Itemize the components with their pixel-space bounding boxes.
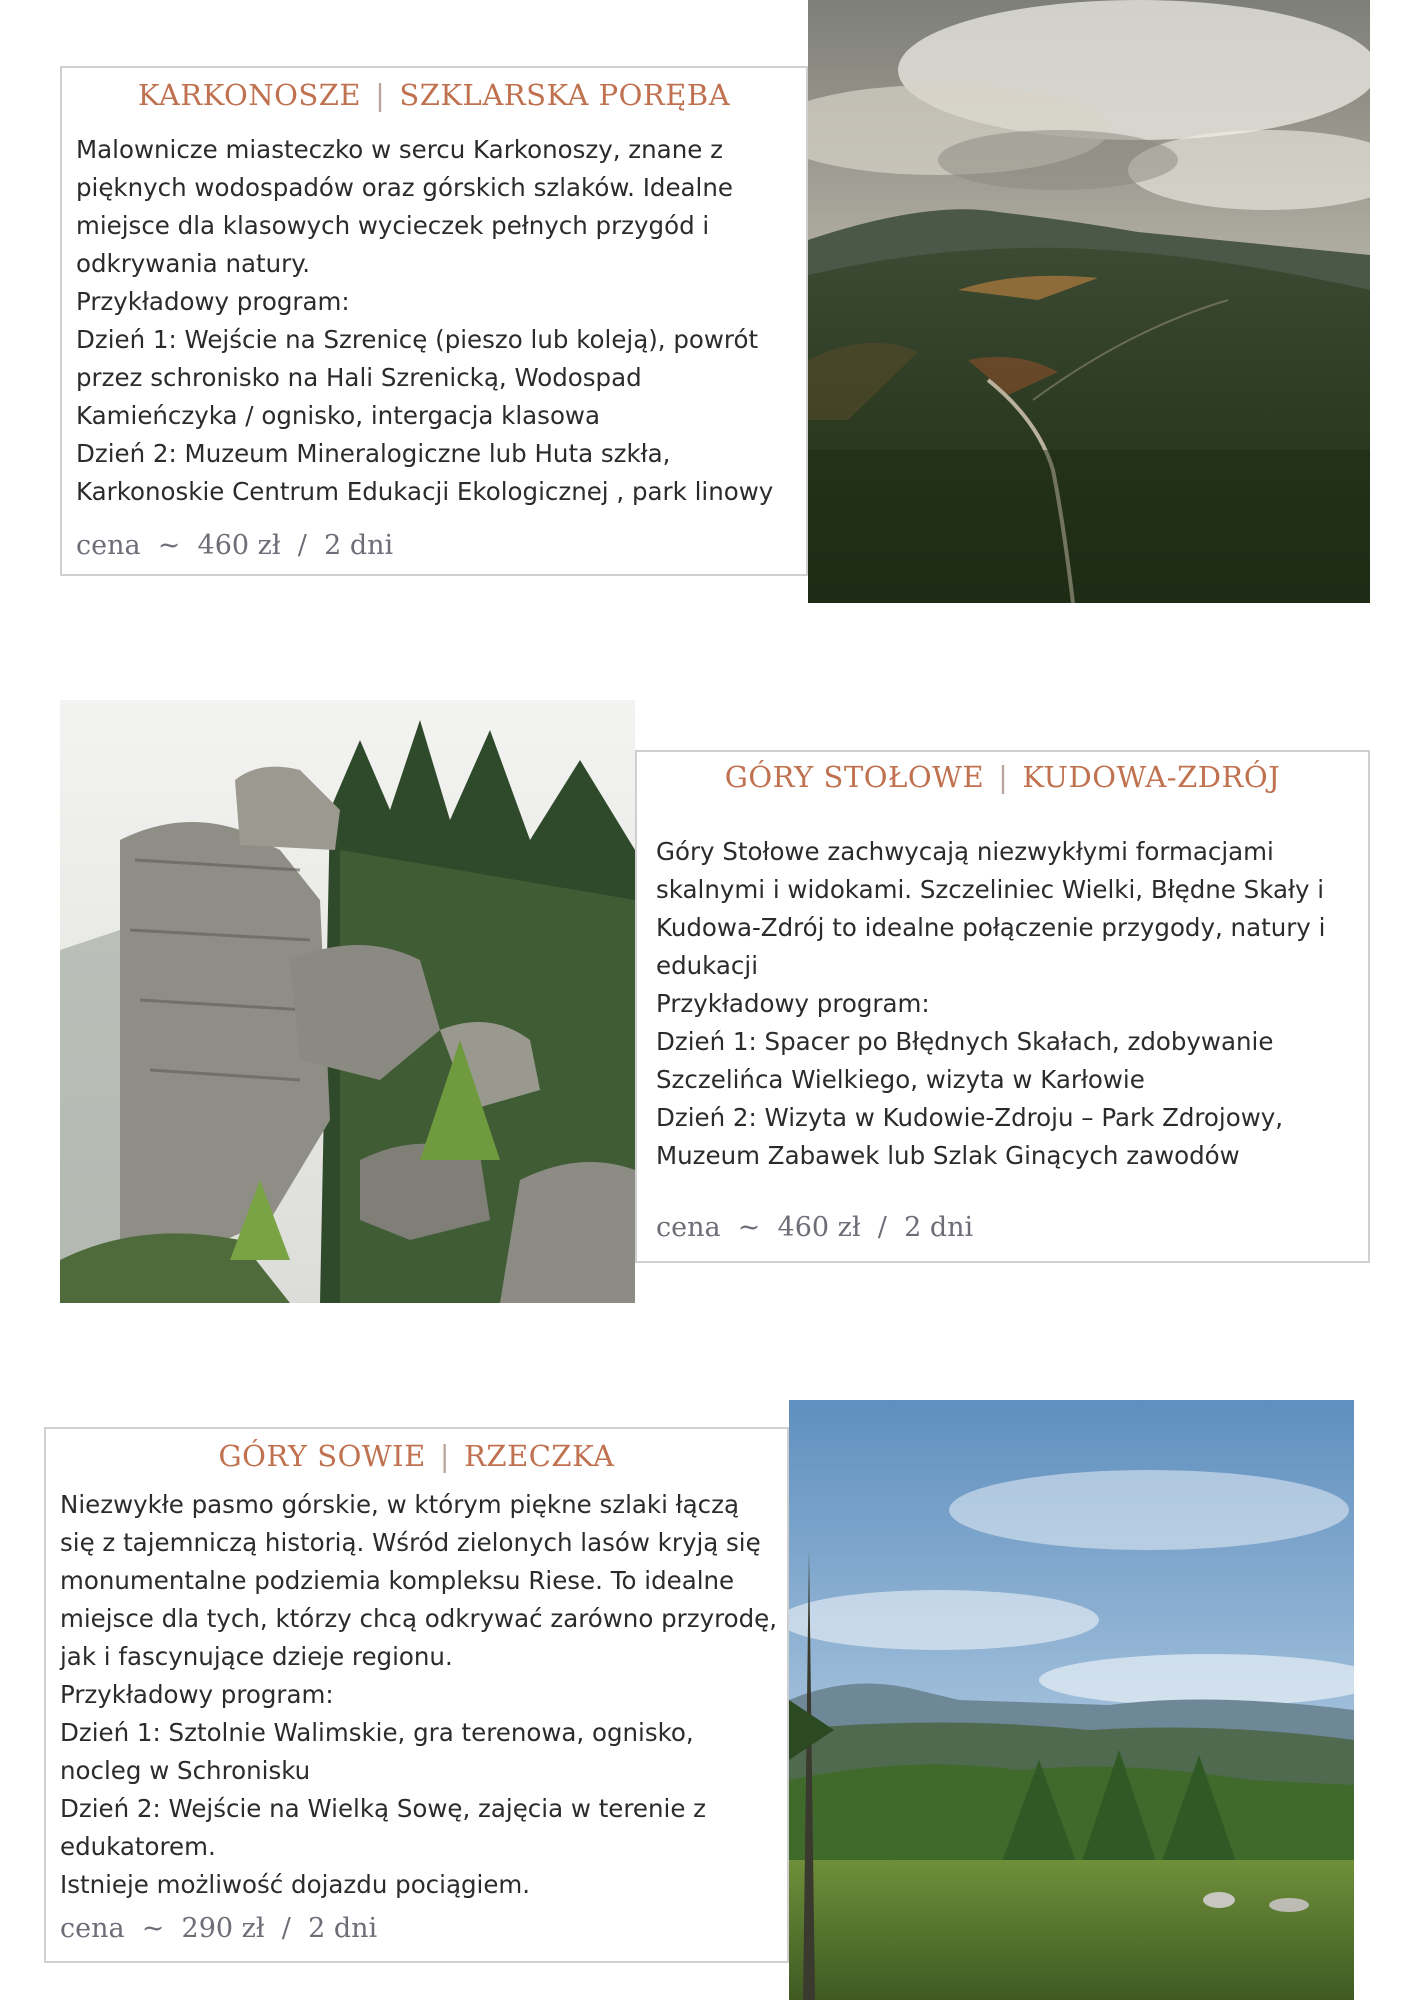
program-day-2: Dzień 2: Wizyta w Kudowie-Zdroju – Park Zdrojowy, Muzeum Zabawek lub Szlak Ginących zawodów xyxy=(656,1103,1284,1170)
forest-valley-photo xyxy=(789,1400,1354,2000)
offer-title xyxy=(637,760,1368,794)
program-heading: Przykładowy program: xyxy=(656,989,930,1018)
offer-title xyxy=(62,78,806,112)
program-heading: Przykładowy program: xyxy=(60,1680,334,1709)
program-day-1: Dzień 1: Wejście na Szrenicę (pieszo lub koleją), powrót przez schronisko na Hali Szrenicką, Wodospad Kamieńczyka / ognisko, intergacja klasowa xyxy=(76,325,759,430)
town-name: SZKLARSKA PORĘBA xyxy=(399,78,731,112)
rock-formation-photo xyxy=(60,700,635,1303)
program-day-2: Dzień 2: Muzeum Mineralogiczne lub Huta szkła, Karkonoskie Centrum Edukacji Ekologicznej , park linowy xyxy=(76,439,774,506)
region-name: KARKONOSZE xyxy=(137,78,362,112)
mountain-forest-photo xyxy=(808,0,1370,603)
transport-note: Istnieje możliwość dojazdu pociągiem. xyxy=(60,1870,531,1899)
title-separator: | xyxy=(439,1439,451,1473)
region-name: GÓRY SOWIE xyxy=(218,1439,426,1473)
description-paragraph: Góry Stołowe zachwycają niezwykłymi formacjami skalnymi i widokami. Szczeliniec Wielki, Błędne Skały i Kudowa-Zdrój to idealne połączenie przygody, natury i edukacji xyxy=(656,837,1326,980)
offer-description xyxy=(656,833,1361,1175)
offer-card-karkonosze xyxy=(60,66,808,576)
title-separator: | xyxy=(998,760,1009,794)
title-separator: | xyxy=(375,78,386,112)
offer-description xyxy=(76,131,796,511)
offer-price: cena ~ 460 zł / 2 dni xyxy=(656,1212,974,1243)
town-name: KUDOWA-ZDRÓJ xyxy=(1022,760,1281,794)
description-paragraph: Malownicze miasteczko w sercu Karkonoszy, znane z pięknych wodospadów oraz górskich szlaków. Idealne miejsce dla klasowych wycieczek pełnych przygód i odkrywania natury. xyxy=(76,135,733,278)
offer-description xyxy=(60,1486,780,1904)
town-name: RZECZKA xyxy=(464,1439,615,1473)
offer-title xyxy=(46,1439,787,1473)
offer-card-gory-sowie xyxy=(44,1427,789,1963)
offer-price: cena ~ 290 zł / 2 dni xyxy=(60,1913,378,1944)
program-day-1: Dzień 1: Spacer po Błędnych Skałach, zdobywanie Szczelińca Wielkiego, wizyta w Karłowie xyxy=(656,1027,1274,1094)
program-day-1: Dzień 1: Sztolnie Walimskie, gra terenowa, ognisko, nocleg w Schronisku xyxy=(60,1718,694,1785)
offer-price: cena ~ 460 zł / 2 dni xyxy=(76,530,394,561)
description-paragraph: Niezwykłe pasmo górskie, w którym piękne szlaki łączą się z tajemniczą historią. Wśród zielonych lasów kryją się monumentalne podziemia kompleksu Riese. To idealne miejsce dla tych, którzy chcą odkrywać zarówno przyrodę, jak i fascynujące dzieje regionu. xyxy=(60,1490,778,1671)
program-heading: Przykładowy program: xyxy=(76,287,350,316)
offer-card-gory-stolowe xyxy=(635,750,1370,1263)
program-day-2: Dzień 2: Wejście na Wielką Sowę, zajęcia w terenie z edukatorem. xyxy=(60,1794,707,1861)
region-name: GÓRY STOŁOWE xyxy=(724,760,985,794)
